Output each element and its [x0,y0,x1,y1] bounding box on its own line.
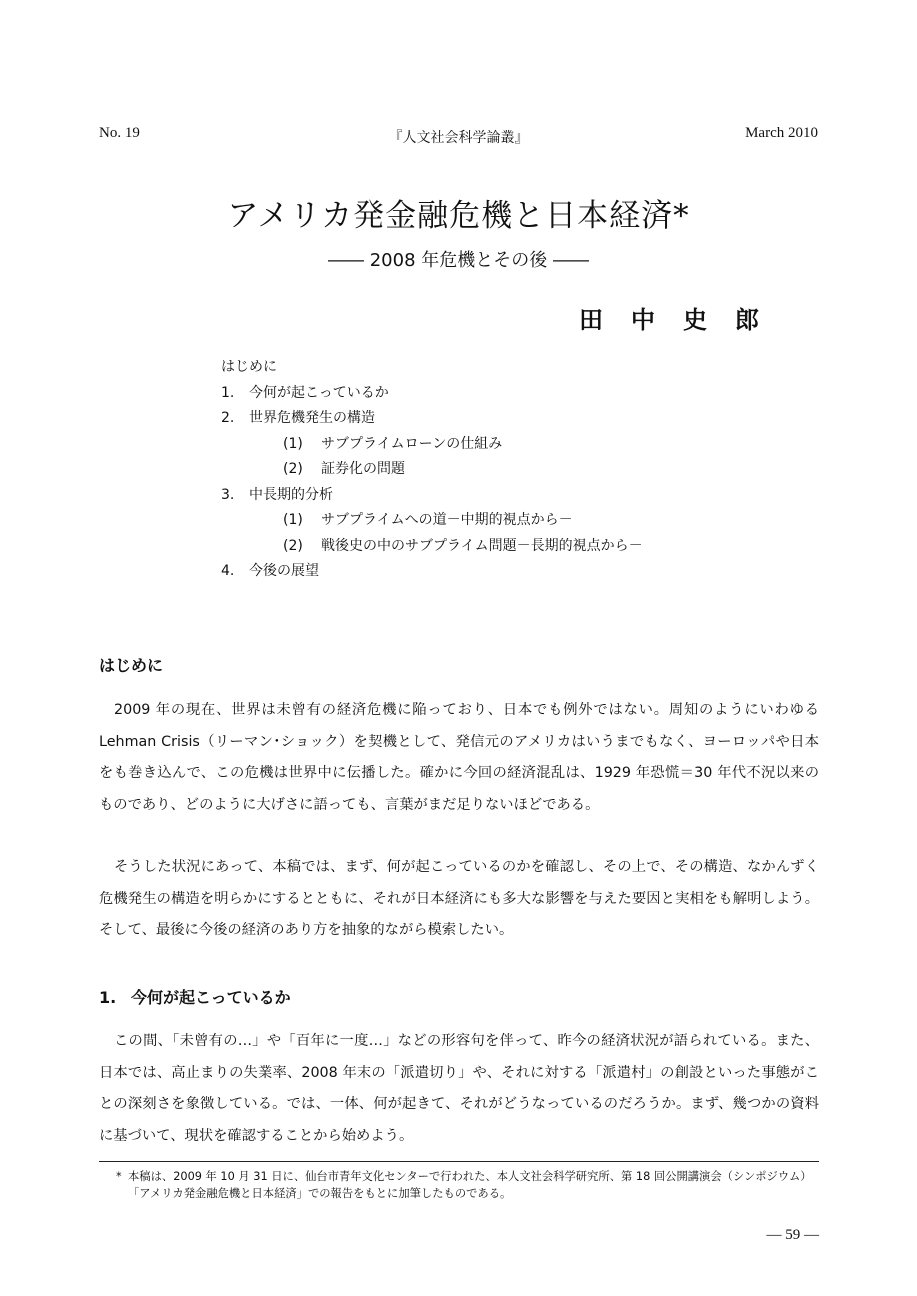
section-heading-intro: はじめに [99,656,164,675]
toc-intro: はじめに [221,359,277,375]
toc-item: 3. 中長期的分析 [221,486,333,503]
journal-name: 『人文社会科学論叢』 [388,130,529,146]
toc-subitem: (2) 戦後史の中のサブプライム問題－長期的視点から－ [283,537,643,554]
page-number: ― 59 ― [766,1227,819,1243]
paper-title: アメリカ発金融危機と日本経済* [227,198,690,234]
footnote-rule [99,1161,819,1162]
footnote-mark: * [116,1170,122,1183]
toc-subitem: (2) 証券化の問題 [283,461,405,477]
toc-subitem: (1) サブプライムローンの仕組み [283,435,503,452]
issue-number: No. 19 [99,125,140,141]
author-name: 田中史郎 [579,306,787,334]
paragraph: 2009 年の現在、世界は未曾有の経済危機に陥っており、日本でも例外ではない。周知のようにいわゆる Lehman Crisis（リーマン･ショック）を契機として、発信元のアメリカはいうまでもなく、ヨーロッパや日本をも巻き込んで、この危機は世界中に伝播した。確かに今回の経済混乱は、1929 年恐慌＝30 年代不況以来のものであり、どのように大げさに語っても、言葉がまだ足りないほどである。 [99,702,819,813]
footnote-text: 本稿は、2009 年 10 月 31 日に、仙台市青年文化センターで行われた、本人文社会科学研究所、第 18 回公開講演会（シンポジウム）「アメリカ発金融危機と日本経済」での報告をもとに加筆したものである。 [128,1170,806,1200]
paragraph: そうした状況にあって、本稿では、まず、何が起こっているのかを確認し、その上で、その構造、なかんずく危機発生の構造を明らかにするとともに、それが日本経済にも多大な影響を与えた要因と実相をも解明しよう。そして、最後に今後の経済のあり方を抽象的ながら模索したい。 [99,859,819,938]
toc-subitem: (1) サブプライムへの道－中期的視点から－ [283,512,573,528]
toc-item: 4. 今後の展望 [221,563,319,579]
footnote [116,1168,808,1202]
paragraph: この間、「未曾有の…」や「百年に一度…」などの形容句を伴って、昨今の経済状況が語られている。また、日本では、高止まりの失業率、2008 年末の「派遣切り」や、それに対する「派遣村」の創設といった事態がことの深刻さを象徴している。では、一体、何が起きて、それがどうなっているのだろうか。まず、幾つかの資料に基づいて、現状を確認することから始めよう。 [99,1033,819,1144]
issue-date: March 2010 [745,125,818,141]
toc-item: 2. 世界危機発生の構造 [221,410,375,426]
table-of-contents [221,355,643,585]
toc-item: 1. 今何が起こっているか [221,384,389,401]
paper-subtitle: ―― 2008 年危機とその後 ―― [328,250,589,271]
section-heading-1: 1. 今何が起こっているか [99,988,291,1007]
